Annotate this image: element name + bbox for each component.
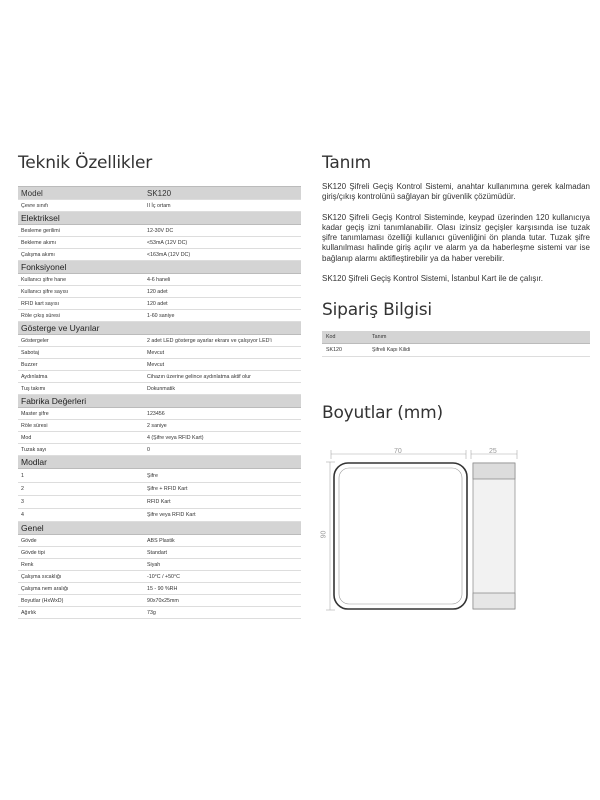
spec-row bbox=[18, 432, 301, 444]
spec-key: Kullanıcı şifre sayısı bbox=[21, 288, 69, 295]
model-row bbox=[18, 187, 301, 200]
description-paragraph: SK120 Şifreli Geçiş Kontrol Sistemi, İstanbul Kart ile de çalışır. bbox=[322, 274, 543, 284]
spec-row bbox=[18, 371, 301, 383]
spec-row bbox=[18, 298, 301, 310]
spec-value: 90x70x25mm bbox=[147, 597, 179, 604]
spec-row bbox=[18, 547, 301, 559]
spec-row bbox=[18, 559, 301, 571]
spec-row bbox=[18, 225, 301, 237]
description-body bbox=[322, 182, 590, 284]
model-value: SK120 bbox=[147, 188, 172, 198]
spec-value: RFID Kart bbox=[147, 499, 171, 505]
spec-key: Aydınlatma bbox=[21, 373, 48, 380]
info-column bbox=[322, 150, 590, 432]
spec-section-header bbox=[18, 212, 301, 225]
spec-value: Şifre + RFID Kart bbox=[147, 486, 188, 492]
spec-value: Şifre veya RFID Kart bbox=[147, 512, 196, 518]
front-view bbox=[334, 463, 467, 609]
spec-section-header bbox=[18, 261, 301, 274]
spec-value: 123456 bbox=[147, 410, 165, 417]
order-table-row bbox=[322, 344, 590, 357]
spec-section-title: Modlar bbox=[21, 457, 47, 467]
spec-section-header bbox=[18, 456, 301, 469]
spec-value: 12-30V DC bbox=[147, 227, 174, 234]
spec-section-header bbox=[18, 395, 301, 408]
spec-key: Tuş takımı bbox=[21, 385, 46, 392]
spec-sections bbox=[18, 212, 301, 619]
spec-value: 2 saniye bbox=[147, 422, 167, 429]
spec-value: <163mA (12V DC) bbox=[147, 251, 191, 258]
order-desc: Şifreli Kapı Kilidi bbox=[372, 347, 411, 354]
spec-value: 15 - 90 %RH bbox=[147, 585, 178, 592]
spec-row bbox=[18, 335, 301, 347]
tech-specs-title: Teknik Özellikler bbox=[18, 153, 153, 173]
spec-key: Kullanıcı şifre hane bbox=[21, 276, 67, 283]
dimensions-title: Boyutlar (mm) bbox=[322, 403, 443, 424]
description-title: Tanım bbox=[322, 153, 372, 173]
spec-value: Siyah bbox=[147, 561, 161, 568]
spec-key: Çalışma nem aralığı bbox=[21, 585, 69, 592]
spec-key: 2 bbox=[21, 486, 24, 492]
order-table-header bbox=[322, 331, 590, 344]
spec-key: Tuzak sayı bbox=[21, 446, 47, 453]
side-view bbox=[473, 463, 515, 609]
spec-section-title: Fabrika Değerleri bbox=[21, 396, 87, 406]
spec-key: RFID kart sayısı bbox=[21, 300, 59, 307]
spec-key: Renk bbox=[21, 561, 34, 568]
spec-key: Boyutlar (HxWxD) bbox=[21, 597, 64, 604]
spec-key: 1 bbox=[21, 472, 24, 479]
spec-section-header bbox=[18, 522, 301, 535]
tech-specs-column bbox=[18, 150, 301, 619]
spec-key: Röle süresi bbox=[21, 422, 48, 429]
spec-key: Çalışma sıcaklığı bbox=[21, 573, 62, 580]
order-code: SK120 bbox=[326, 347, 342, 354]
spec-key: Bekleme akımı bbox=[21, 239, 57, 246]
spec-value: 2 adet LED gösterge ayarlar ekranı ve çalışıyor LED'i bbox=[147, 337, 272, 344]
spec-value: Mevcut bbox=[147, 349, 165, 356]
spec-row bbox=[18, 607, 301, 619]
spec-section-header bbox=[18, 322, 301, 335]
spec-row bbox=[18, 286, 301, 298]
spec-value: 120 adet bbox=[147, 300, 168, 307]
spec-row bbox=[18, 310, 301, 322]
depth-label: 25 bbox=[489, 448, 497, 455]
spec-row bbox=[18, 496, 301, 509]
order-table bbox=[322, 331, 590, 357]
spec-key: Buzzer bbox=[21, 361, 38, 368]
spec-value: Cihazın üzerine gelince aydınlatma aktif olur bbox=[147, 373, 251, 380]
spec-key: Çalışma akımı bbox=[21, 251, 55, 258]
spec-row bbox=[18, 444, 301, 456]
spec-key: Mod bbox=[21, 434, 32, 441]
spec-value: -10°C / +50°C bbox=[147, 573, 180, 580]
device-drawing bbox=[318, 445, 598, 625]
spec-row bbox=[18, 359, 301, 371]
width-label: 70 bbox=[394, 448, 402, 455]
spec-key: Ağırlık bbox=[21, 609, 37, 616]
spec-section-title: Fonksiyonel bbox=[21, 262, 67, 272]
model-key: Model bbox=[21, 188, 43, 198]
description-paragraph: SK120 Şifreli Geçiş Kontrol Sistemi, anahtar kullanımına gerek kalmadan giriş/çıkış kontrolünü sağlayan bir güvenlik çözümüdür. bbox=[322, 182, 590, 202]
spec-row bbox=[18, 469, 301, 483]
spec-value: 0 bbox=[147, 446, 150, 453]
dimensions-drawing bbox=[318, 445, 598, 625]
spec-key: Röle çıkış süresi bbox=[21, 312, 60, 319]
spec-key: 3 bbox=[21, 499, 24, 505]
spec-value: 4-6 haneli bbox=[147, 276, 171, 283]
spec-row bbox=[18, 347, 301, 359]
spec-value: ABS Plastik bbox=[147, 537, 175, 544]
spec-value: <53mA (12V DC) bbox=[147, 239, 188, 246]
spec-row bbox=[18, 383, 301, 395]
spec-row bbox=[18, 509, 301, 522]
spec-value: 1-60 saniye bbox=[147, 312, 175, 319]
order-info-title: Sipariş Bilgisi bbox=[322, 300, 432, 321]
spec-value: Dokunmatik bbox=[147, 385, 175, 392]
env-row: Çevre sınıfı II İç ortam bbox=[18, 200, 301, 212]
spec-value: Şifre bbox=[147, 472, 158, 479]
spec-row bbox=[18, 274, 301, 286]
spec-row bbox=[18, 408, 301, 420]
spec-row bbox=[18, 535, 301, 547]
spec-row bbox=[18, 483, 301, 496]
spec-key: Gövde tipi bbox=[21, 549, 45, 556]
spec-table bbox=[18, 186, 301, 619]
spec-value: 73g bbox=[147, 609, 156, 616]
description-paragraph: SK120 Şifreli Geçiş Kontrol Sisteminde, keypad üzerinden 120 kullanıcıya kadar geçiş izni tanımlanabilir. Olası izinsiz geçişler karşısında ise tuzak şifre tanımlaması özelliği kullanıcı güvenliğini ön planda tutar. Tuzak şifre kullanılması halinde giriş açılır ve alarm ya da haberleşme sistemi var ise bağlanıp alarmı aktifleştirebilir ya da haber verebilir. bbox=[322, 212, 590, 263]
spec-key: 4 bbox=[21, 512, 24, 518]
spec-row bbox=[18, 420, 301, 432]
spec-value: Standart bbox=[147, 549, 168, 556]
spec-row bbox=[18, 583, 301, 595]
spec-value: Mevcut bbox=[147, 361, 165, 368]
spec-section-title: Gösterge ve Uyarılar bbox=[21, 323, 100, 333]
spec-key: Master şifre bbox=[21, 410, 49, 417]
spec-row bbox=[18, 595, 301, 607]
spec-key: Besleme gerilimi bbox=[21, 227, 60, 234]
spec-section-title: Genel bbox=[21, 523, 44, 533]
spec-row bbox=[18, 237, 301, 249]
spec-value: 120 adet bbox=[147, 288, 168, 295]
spec-value: 4 (Şifre veya RFID Kart) bbox=[147, 434, 204, 441]
height-label: 90 bbox=[320, 530, 328, 539]
spec-row bbox=[18, 571, 301, 583]
spec-key: Göstergeler bbox=[21, 337, 49, 344]
order-header-code: Kod bbox=[326, 334, 336, 341]
spec-section-title: Elektriksel bbox=[21, 213, 60, 223]
spec-key: Gövde bbox=[21, 537, 37, 544]
order-header-desc: Tanım bbox=[372, 334, 387, 341]
spec-key: Sabotaj bbox=[21, 349, 39, 356]
spec-row bbox=[18, 249, 301, 261]
